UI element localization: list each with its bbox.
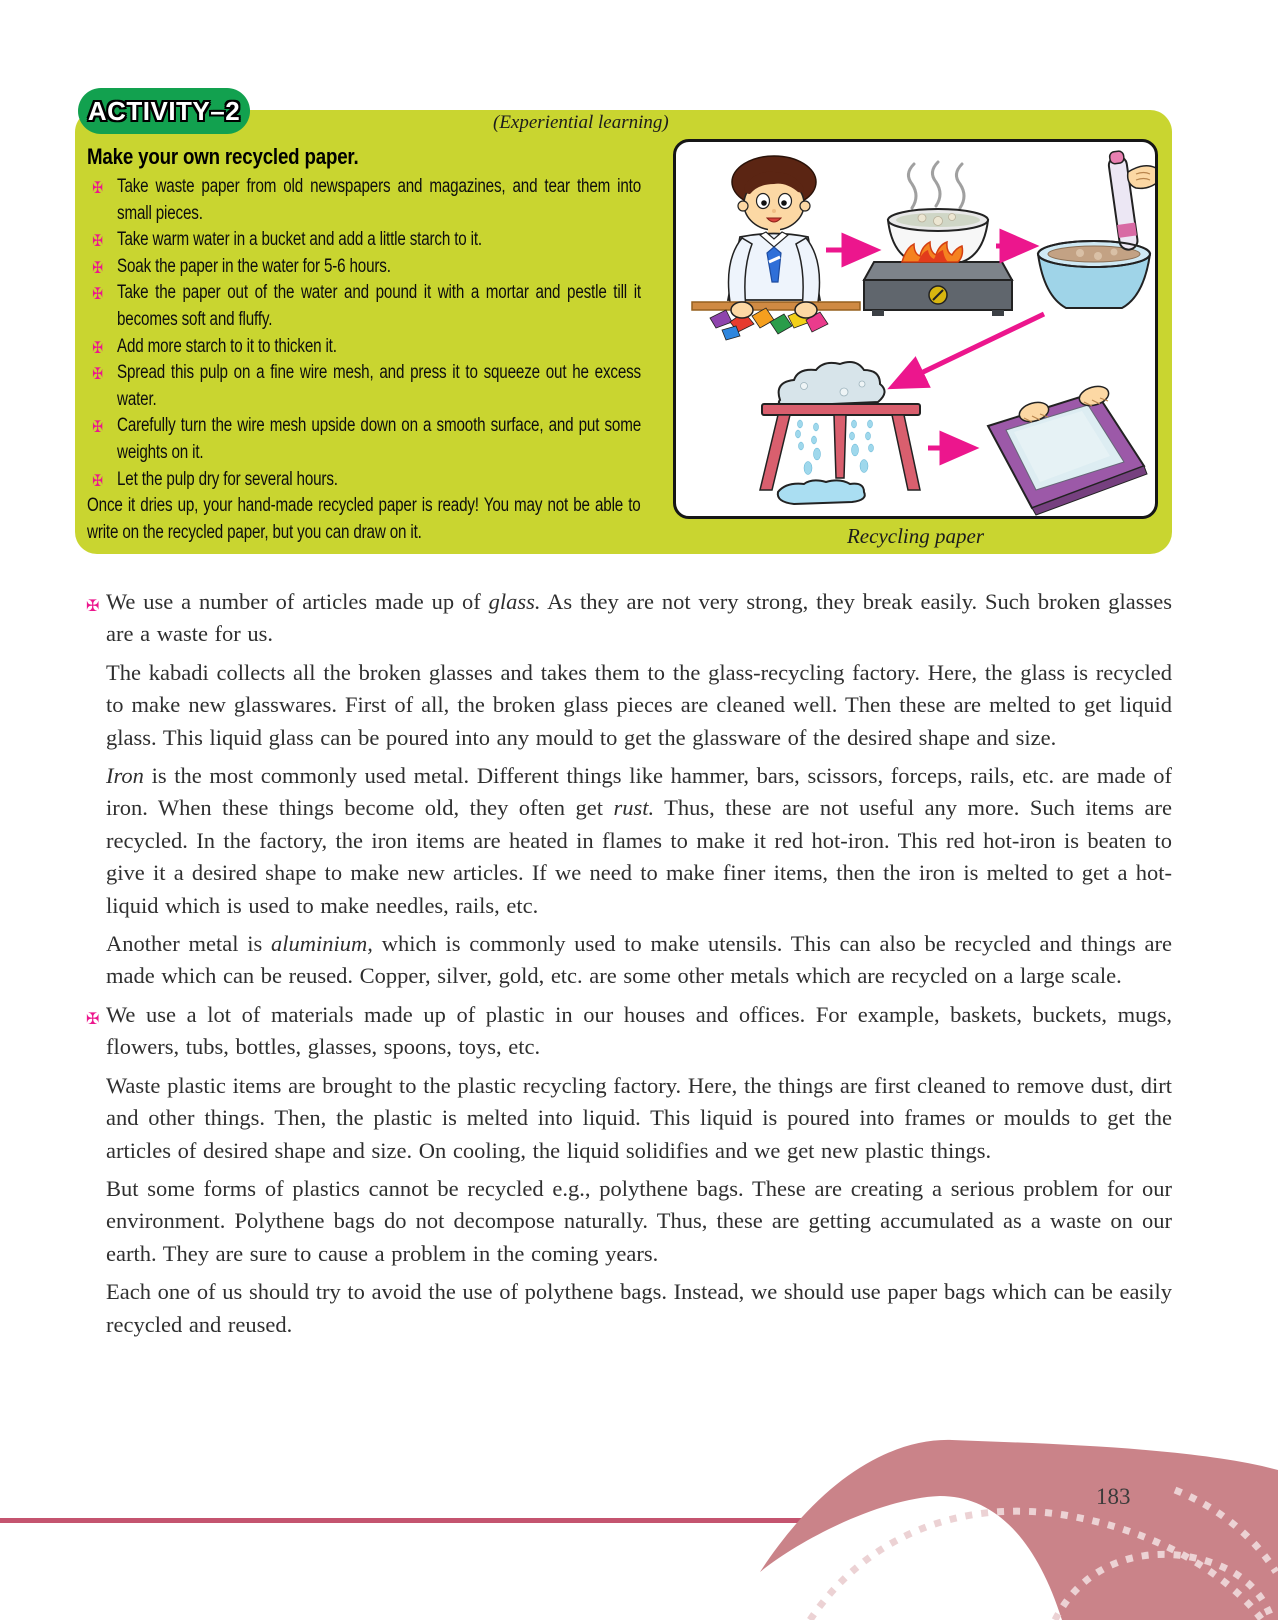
pestle	[1107, 150, 1139, 251]
paragraph-plastic-recycling	[106, 1070, 1172, 1167]
maltese-cross-bullet-icon: ✠	[92, 233, 103, 251]
activity-step	[92, 280, 641, 333]
hand	[1128, 166, 1155, 189]
activity-step-text: Take waste paper from old newspapers and magazines, and tear them into small pieces.	[117, 176, 641, 224]
body-text-segment: But some forms of plastics cannot be recycled e.g., polythene bags. These are creating a serious problem for our environment. Polythene bags do not decompose naturally. Thus, these are getting accumulated as a waste on our earth. They are sure to cause a problem in the coming years.	[106, 1175, 1172, 1266]
experiential-learning-note: (Experiential learning)	[493, 112, 669, 133]
maltese-cross-bullet-icon: ✠	[86, 598, 100, 615]
activity-step	[92, 254, 641, 281]
body-text-segment: is the most commonly used metal. Different things like hammer, bars, scissors, forceps, rails, etc. are made of iron. When these things become old, they often get	[106, 763, 1172, 821]
pot-on-stove-illustration	[864, 162, 1012, 316]
rose-crescent-shape	[760, 1440, 1278, 1620]
maltese-cross-bullet-icon: ✠	[92, 366, 103, 384]
maltese-cross-bullet-icon: ✠	[92, 339, 103, 357]
italic-term-aluminium: aluminium,	[271, 931, 373, 957]
recycling-paper-illustration	[676, 142, 1155, 516]
activity-step	[92, 467, 641, 494]
paragraph-paper-bags	[106, 1276, 1172, 1341]
body-text-segment: which is commonly used to make utensils. This can also be recycled and things are made which can be reused. Copper, silver, gold, etc. are some other metals which are recycled on a large scale.	[106, 931, 1173, 989]
illustration-caption: Recycling paper	[846, 524, 985, 548]
body-text-segment: Each one of us should try to avoid the use of polythene bags. Instead, we should use paper bags which can be easily recycled and reused.	[106, 1279, 1172, 1337]
body-text-segment: Waste plastic items are brought to the plastic recycling factory. Here, the things are first cleaned to remove dust, dirt and other things. Then, the plastic is melted into liquid. This liquid is poured into frames or moulds to get the articles of desired shape and size. On cooling, the liquid solidifies and we get new plastic things.	[106, 1072, 1172, 1163]
activity-step-text: Take warm water in a bucket and add a little starch to it.	[117, 229, 482, 251]
activity-badge-label: ACTIVITY–2	[87, 95, 241, 126]
activity-footer-text: Once it dries up, your hand-made recycled paper is ready! You may not be able to write on the recycled paper, but you can draw on it.	[87, 495, 641, 543]
italic-term-rust: rust.	[613, 795, 655, 821]
activity-step-text: Carefully turn the wire mesh upside down on a smooth surface, and put some weights on it.	[117, 415, 641, 463]
steam-lines	[908, 162, 964, 208]
body-text-segment: As they are not very strong, they break easily. Such broken glasses are a waste for us.	[106, 589, 1172, 647]
body-text-segment: We use a number of articles made up of	[106, 589, 489, 614]
paragraph-glass	[86, 586, 1172, 651]
activity-step-text: Let the pulp dry for several hours.	[117, 468, 338, 490]
paragraph-polythene	[106, 1173, 1172, 1270]
activity-badge	[78, 88, 250, 134]
paragraph-glass-recycling	[106, 657, 1172, 754]
body-text-segment: We use a lot of materials made up of plastic in our houses and offices. For example, baskets, buckets, mugs, flowers, tubs, bottles, glasses, spoons, toys, etc.	[106, 1001, 1172, 1060]
activity-step	[92, 360, 641, 413]
page-number: 183	[1096, 1484, 1131, 1509]
corner-arc-decoration	[740, 1380, 1278, 1620]
body-text-segment: Another metal is	[106, 931, 272, 957]
activity-step	[92, 413, 641, 466]
body-content	[86, 586, 1173, 1347]
activity-title: Make your own recycled paper.	[87, 144, 359, 169]
activity-step-text: Take the paper out of the water and pound it with a mortar and pestle till it becomes soft and fluffy.	[117, 282, 641, 330]
recycling-paper-illustration-frame	[673, 139, 1158, 519]
activity-steps-list	[92, 174, 641, 493]
activity-step-text: Spread this pulp on a fine wire mesh, and press it to squeeze out he excess water.	[117, 362, 641, 410]
maltese-cross-bullet-icon: ✠	[92, 286, 103, 304]
table-edge	[692, 302, 860, 310]
activity-step-text: Add more starch to it to thicken it.	[117, 335, 337, 357]
maltese-cross-bullet-icon: ✠	[92, 259, 103, 277]
flow-arrow-3	[894, 314, 1044, 386]
paragraph-iron	[106, 760, 1172, 922]
puddle	[778, 480, 865, 504]
paragraph-plastic	[86, 999, 1172, 1064]
italic-term-glass: glass.	[488, 589, 541, 614]
activity-step	[92, 227, 641, 254]
bowl-pestle-illustration	[1038, 150, 1155, 308]
activity-step	[92, 174, 641, 227]
paragraph-aluminium	[106, 928, 1172, 993]
body-text-segment: Thus, these are not useful any more. Such items are recycled. In the factory, the iron items are heated in flames to make it red hot-iron. This red hot-iron is beaten to give it a desired shape to make new articles. If we need to make finer items, then the iron is melted to get a hot-liquid which is used to make needles, rails, etc.	[106, 795, 1172, 918]
italic-term-iron: Iron	[106, 763, 144, 789]
activity-step	[92, 334, 641, 361]
maltese-cross-bullet-icon: ✠	[86, 1010, 100, 1028]
body-text-segment: The kabadi collects all the broken glasses and takes them to the glass-recycling factory. Here, the glass is recycled to make new glasswares. First of all, the broken glass pieces are cleaned well. Then these are melted to get liquid glass. This liquid glass can be poured into any mould to get the glassware of the desired shape and size.	[106, 659, 1172, 750]
maltese-cross-bullet-icon: ✠	[92, 419, 103, 437]
maltese-cross-bullet-icon: ✠	[92, 472, 103, 490]
activity-step-text: Soak the paper in the water for 5-6 hours.	[117, 255, 391, 277]
footer-rule-line	[0, 1518, 808, 1523]
maltese-cross-bullet-icon: ✠	[92, 180, 103, 197]
paper-board-illustration	[988, 383, 1147, 515]
